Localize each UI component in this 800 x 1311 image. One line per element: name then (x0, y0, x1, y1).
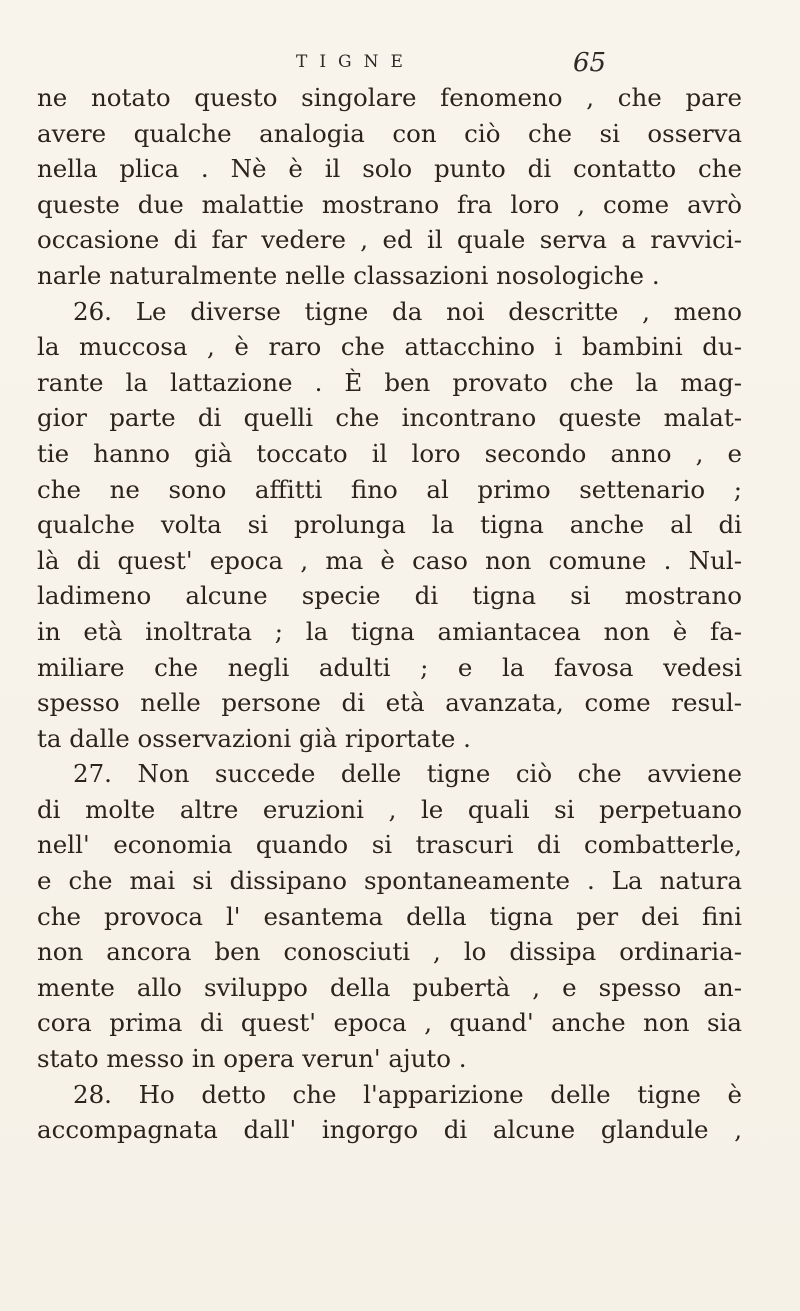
text-line: non ancora ben conosciuti , lo dissipa ordinaria- (37, 937, 742, 967)
paragraph-27-start: 27. Non succede delle tigne ciò che avviene (73, 759, 742, 789)
text-line: nella plica . Nè è il solo punto di contatto che (37, 154, 742, 184)
text-line: accompagnata dall' ingorgo di alcune glandule , (37, 1115, 742, 1145)
text-line: la muccosa , è raro che attacchino i bambini du- (37, 332, 742, 362)
text-line: ne notato questo singolare fenomeno , che pare (37, 83, 742, 112)
text-line: tie hanno già toccato il loro secondo anno , e (37, 438, 742, 468)
text-line: spesso nelle persone di età avanzata, come resul- (37, 688, 742, 718)
body-text (37, 80, 742, 1148)
text-line: che provoca l' esantema della tigna per dei fini (37, 901, 742, 931)
page-number: 65 (573, 48, 607, 78)
paragraph-26-start: 26. Le diverse tigne da noi descritte , meno (73, 296, 742, 326)
text-line: mente allo sviluppo della pubertà , e spesso an- (37, 972, 742, 1002)
text-line: ladimeno alcune specie di tigna si mostrano (37, 581, 742, 611)
text-line: narle naturalmente nelle classazioni nosologiche . (37, 260, 660, 290)
text-line: ta dalle osservazioni già riportate . (37, 723, 471, 753)
paragraph-28-start: 28. Ho detto che l'apparizione delle tigne è (73, 1079, 742, 1109)
text-line: là di quest' epoca , ma è caso non comune . Nul- (37, 545, 742, 575)
text-line: cora prima di quest' epoca , quand' anche non sia (37, 1008, 742, 1038)
text-line: gior parte di quelli che incontrano queste malat- (37, 403, 742, 433)
text-line: miliare che negli adulti ; e la favosa vedesi (37, 652, 742, 682)
running-head: TIGNE (296, 52, 415, 72)
text-line: in età inoltrata ; la tigna amiantacea non è fa- (37, 616, 742, 646)
text-line: qualche volta si prolunga la tigna anche al di (37, 510, 742, 540)
text-line: nell' economia quando si trascuri di combatterle, (37, 830, 742, 860)
text-line: queste due malattie mostrano fra loro , come avrò (37, 189, 742, 219)
text-line: occasione di far vedere , ed il quale serva a ravvici- (37, 225, 742, 255)
text-line: che ne sono affitti fino al primo settenario ; (37, 474, 742, 504)
text-line: stato messo in opera verun' ajuto . (37, 1044, 467, 1074)
text-line: di molte altre eruzioni , le quali si perpetuano (37, 794, 742, 824)
text-line: rante la lattazione . È ben provato che la mag- (37, 367, 742, 397)
text-line: avere qualche analogia con ciò che si osserva (37, 118, 742, 148)
text-line: e che mai si dissipano spontaneamente . La natura (37, 866, 742, 896)
